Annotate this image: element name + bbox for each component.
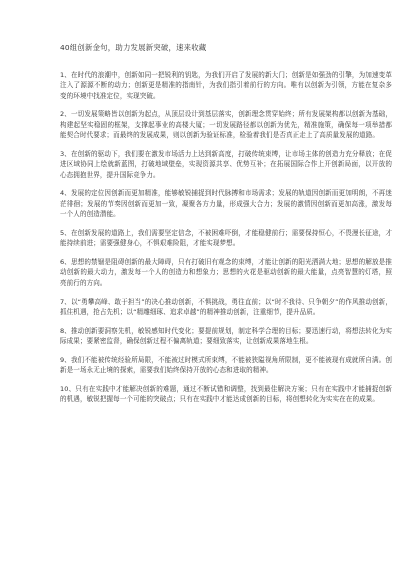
paragraph-4: 4、发展的定位因创新而更加精准，能够敏锐捕捉到时代脉搏和市场需求；发展的轨道因创新而更加明朗，不再迷茫徘徊；发展的节奏因创新而更加一致，凝聚各方力量，形成强大合力；发展的激情因创新而更加高涨，激发每一个人的创造潜能。 [60,189,392,219]
paragraph-2: 2、一切发展策略皆以创新为起点，从顶层设计到基层落实，创新理念贯穿始终；所有发展架构都以创新为基础，构建起坚实稳固的框架，支撑起事业的高楼大厦；一切发展路径都以创新为优先，精准施策，确保每一项举措都能契合时代要求；而最终的发展成果，则以创新为验证标准，检验着我们是否真正走上了高质量发展的道路。 [60,110,392,140]
paragraph-9: 9、我们不能被传统经验所局限，不能被过时模式所束缚，不能被狭隘视角所限制，更不能被现有成就所自满。创新是一场永无止境的探索，需要我们始终保持开放的心态和进取的精神。 [60,355,392,375]
paragraph-5: 5、在创新发展的道路上，我们需要坚定信念，不被困难吓倒，才能稳健前行；需要保持恒心，不畏漫长征途，才能持续前进；需要强健身心，不惧艰难险阻，才能实现梦想。 [60,228,392,248]
paragraph-7: 7、以“勇攀高峰、敢于担当”的决心推动创新，不惧挑战，勇往直前；以“时不我待、只争朝夕”的作风推动创新，抓住机遇，抢占先机；以“精雕细琢、追求卓越”的精神推动创新，注重细节，提升品质。 [60,297,392,316]
paragraph-10: 10、只有在实践中才能解决创新的难题，通过不断试错和调整，找到最佳解决方案；只有在实践中才能捕捉创新的机遇，敏锐把握每一个可能的突破点；只有在实践中才能达成创新的目标，将创想转化为实实在在的成果。 [60,385,392,404]
document-title: 40组创新金句，助力发展新突破，速来收藏 [60,43,207,52]
paragraph-8: 8、推动创新要洞察先机，敏锐感知时代变化；要提前规划，制定科学合理的目标；要迅速行动，将想法转化为实际成果；要紧密监督，确保创新过程不偏离轨道；要细致落实，让创新成果落地生根。 [60,326,392,346]
paragraph-1: 1、在时代的浪潮中，创新如同一把锐利的钥匙，为我们开启了发展的新大门；创新是如强劲的引擎，为加速变革注入了源源不断的动力；创新更是精准的指南针，为我们指引着前行的方向。唯有以创新为引领，方能在复杂多变的环境中找准定位，实现突破。 [60,71,392,100]
paragraph-6: 6、思想的禁锢是阻碍创新的最大障碍，只有打破旧有观念的束缚，才能让创新的阳光洒满大地；思想的解放是推动创新的最大动力，激发每一个人的创造力和想象力；思想的火花是驱动创新的最大能量，点亮智慧的灯塔，照亮前行的方向。 [60,258,392,287]
paragraph-3: 3、在创新的驱动下，我们要在激发市场活力上达到新高度，打破传统束缚，让市场主体的创造力充分释放；在促进区域协同上绘就新蓝图，打破地域壁垒，实现资源共享、优势互补；在拓展国际合作上开创新局面，以开放的心态拥抱世界，提升国际竞争力。 [60,149,392,179]
